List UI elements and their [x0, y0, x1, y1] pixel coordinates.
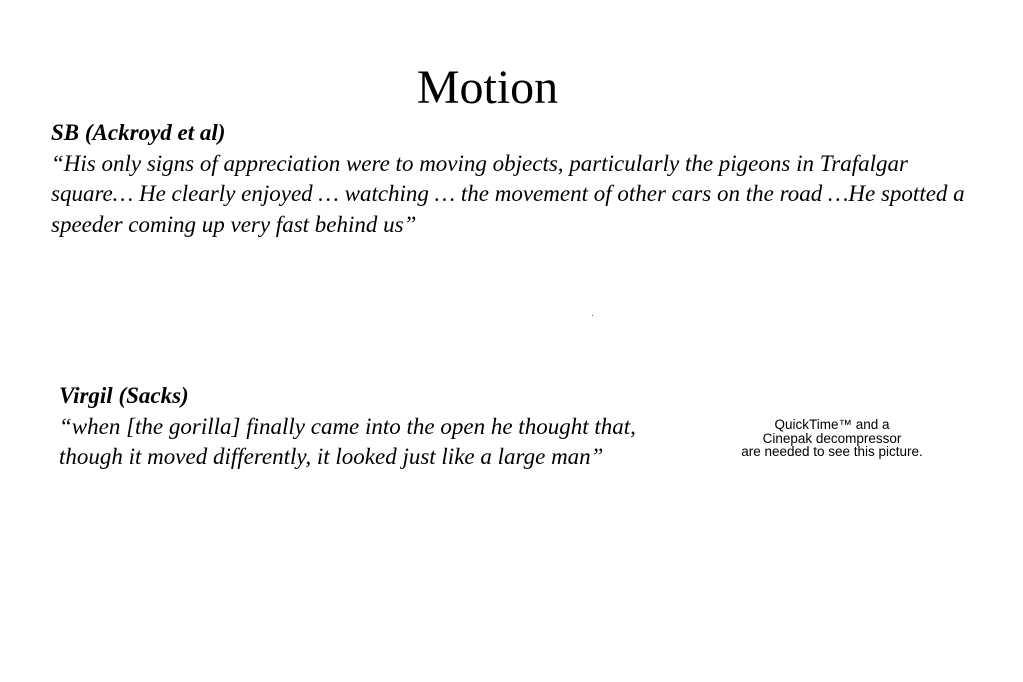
quicktime-line-1: QuickTime™ and a [774, 417, 890, 432]
virgil-case-block [59, 381, 659, 473]
virgil-heading: Virgil (Sacks) [59, 383, 189, 408]
sb-case-block [51, 118, 971, 240]
quicktime-placeholder [700, 418, 964, 459]
sb-quote: “His only signs of appreciation were to moving objects, particularly the pigeons in Trafalgar square… He clearly enjoyed … watching … the movement of other cars on the road …He spotted a speeder coming up very fast behind us” [51, 150, 965, 237]
sb-heading: SB (Ackroyd et al) [51, 120, 226, 145]
quicktime-line-3: are needed to see this picture. [741, 444, 923, 459]
quicktime-line-2: Cinepak decompressor [762, 430, 902, 446]
stray-dot [592, 315, 593, 316]
virgil-quote: “when [the gorilla] finally came into the open he thought that, though it moved differently, it looked just like a large man” [59, 413, 636, 469]
slide-title: Motion [416, 61, 559, 114]
